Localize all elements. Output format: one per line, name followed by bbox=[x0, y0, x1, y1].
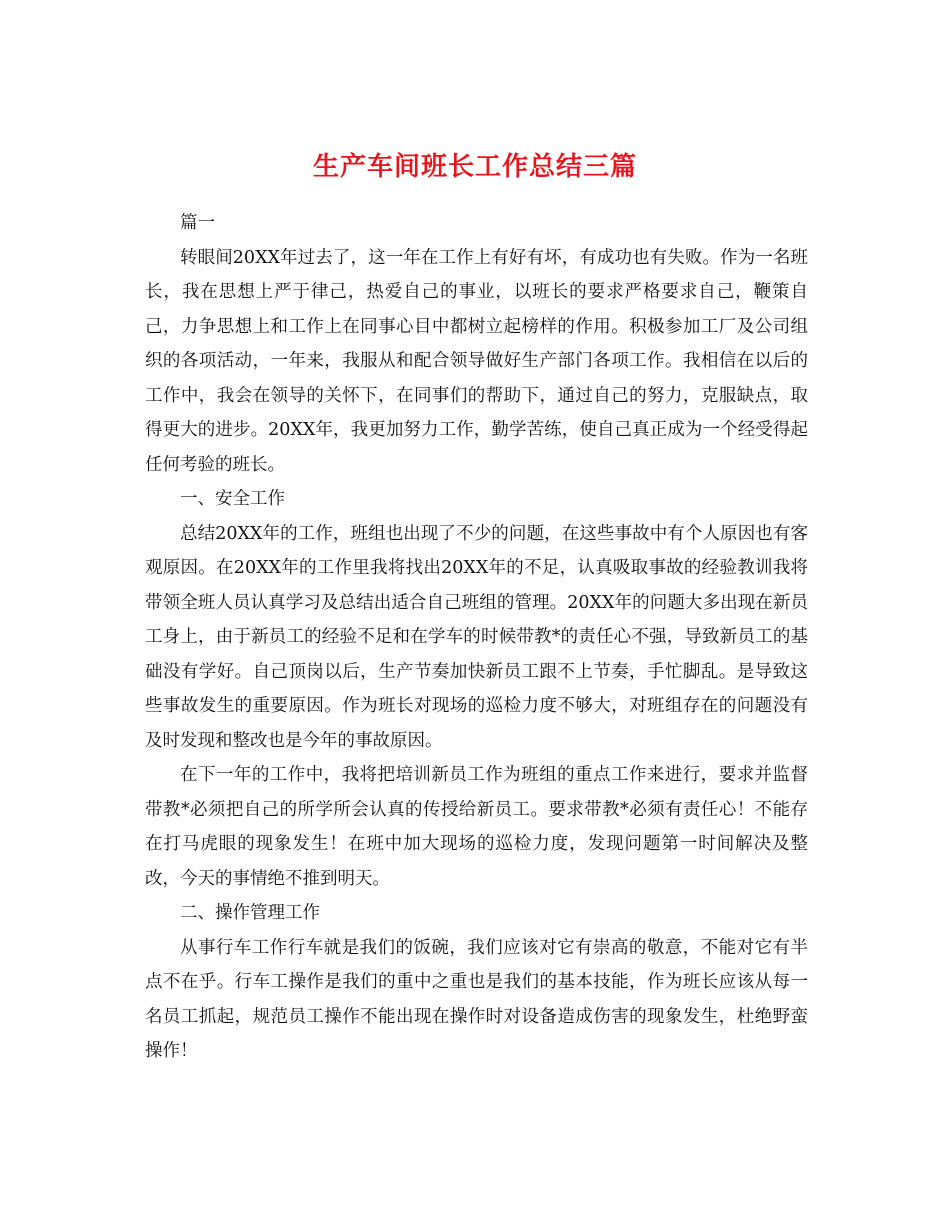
document-title: 生产车间班长工作总结三篇 bbox=[312, 152, 637, 183]
intro-paragraph: 转眼间20XX年过去了，这一年在工作上有好有坏，有成功也有失败。作为一名班长，我在思想上严于律己，热爱自己的事业，以班长的要求严格要求自己，鞭策自己，力争思想上和工作上在同事心目中都树立起榜样的作用。积极参加工厂及公司组织的各项活动，一年来，我服从和配合领导做好生产部门各项工作。我相信在以后的工作中，我会在领导的关怀下，在同事们的帮助下，通过自己的努力，克服缺点，取得更大的进步。20XX年，我更加努力工作，勤学苦练，使自己真正成为一个经受得起任何考验的班长。 bbox=[145, 247, 808, 475]
operations-paragraph: 从事行车工作行车就是我们的饭碗，我们应该对它有崇高的敬意，不能对它有半点不在乎。行车工操作是我们的重中之重也是我们的基本技能，作为班长应该从每一名员工抓起，规范员工操作不能出现在操作时对设备造成伤害的现象发生，杜绝野蛮操作！ bbox=[145, 937, 808, 1061]
section-heading-part-one: 篇一 bbox=[180, 213, 215, 233]
section-heading-safety: 一、安全工作 bbox=[180, 489, 285, 509]
document-body bbox=[145, 206, 808, 1069]
section-heading-operations: 二、操作管理工作 bbox=[180, 903, 320, 923]
training-paragraph: 在下一年的工作中，我将把培训新员工作为班组的重点工作来进行，要求并监督带教*必须把自己的所学所会认真的传授给新员工。要求带教*必须有责任心！不能存在打马虎眼的现象发生！在班中加大现场的巡检力度，发现问题第一时间解决及整改，今天的事情绝不推到明天。 bbox=[145, 765, 808, 889]
safety-paragraph: 总结20XX年的工作，班组也出现了不少的问题，在这些事故中有个人原因也有客观原因。在20XX年的工作里我将找出20XX年的不足，认真吸取事故的经验教训我将带领全班人员认真学习及总结出适合自己班组的管理。20XX年的问题大多出现在新员工身上，由于新员工的经验不足和在学车的时候带教*的责任心不强，导致新员工的基础没有学好。自己顶岗以后，生产节奏加快新员工跟不上节奏，手忙脚乱。是导致这些事故发生的重要原因。作为班长对现场的巡检力度不够大，对班组存在的问题没有及时发现和整改也是今年的事故原因。 bbox=[145, 523, 808, 751]
